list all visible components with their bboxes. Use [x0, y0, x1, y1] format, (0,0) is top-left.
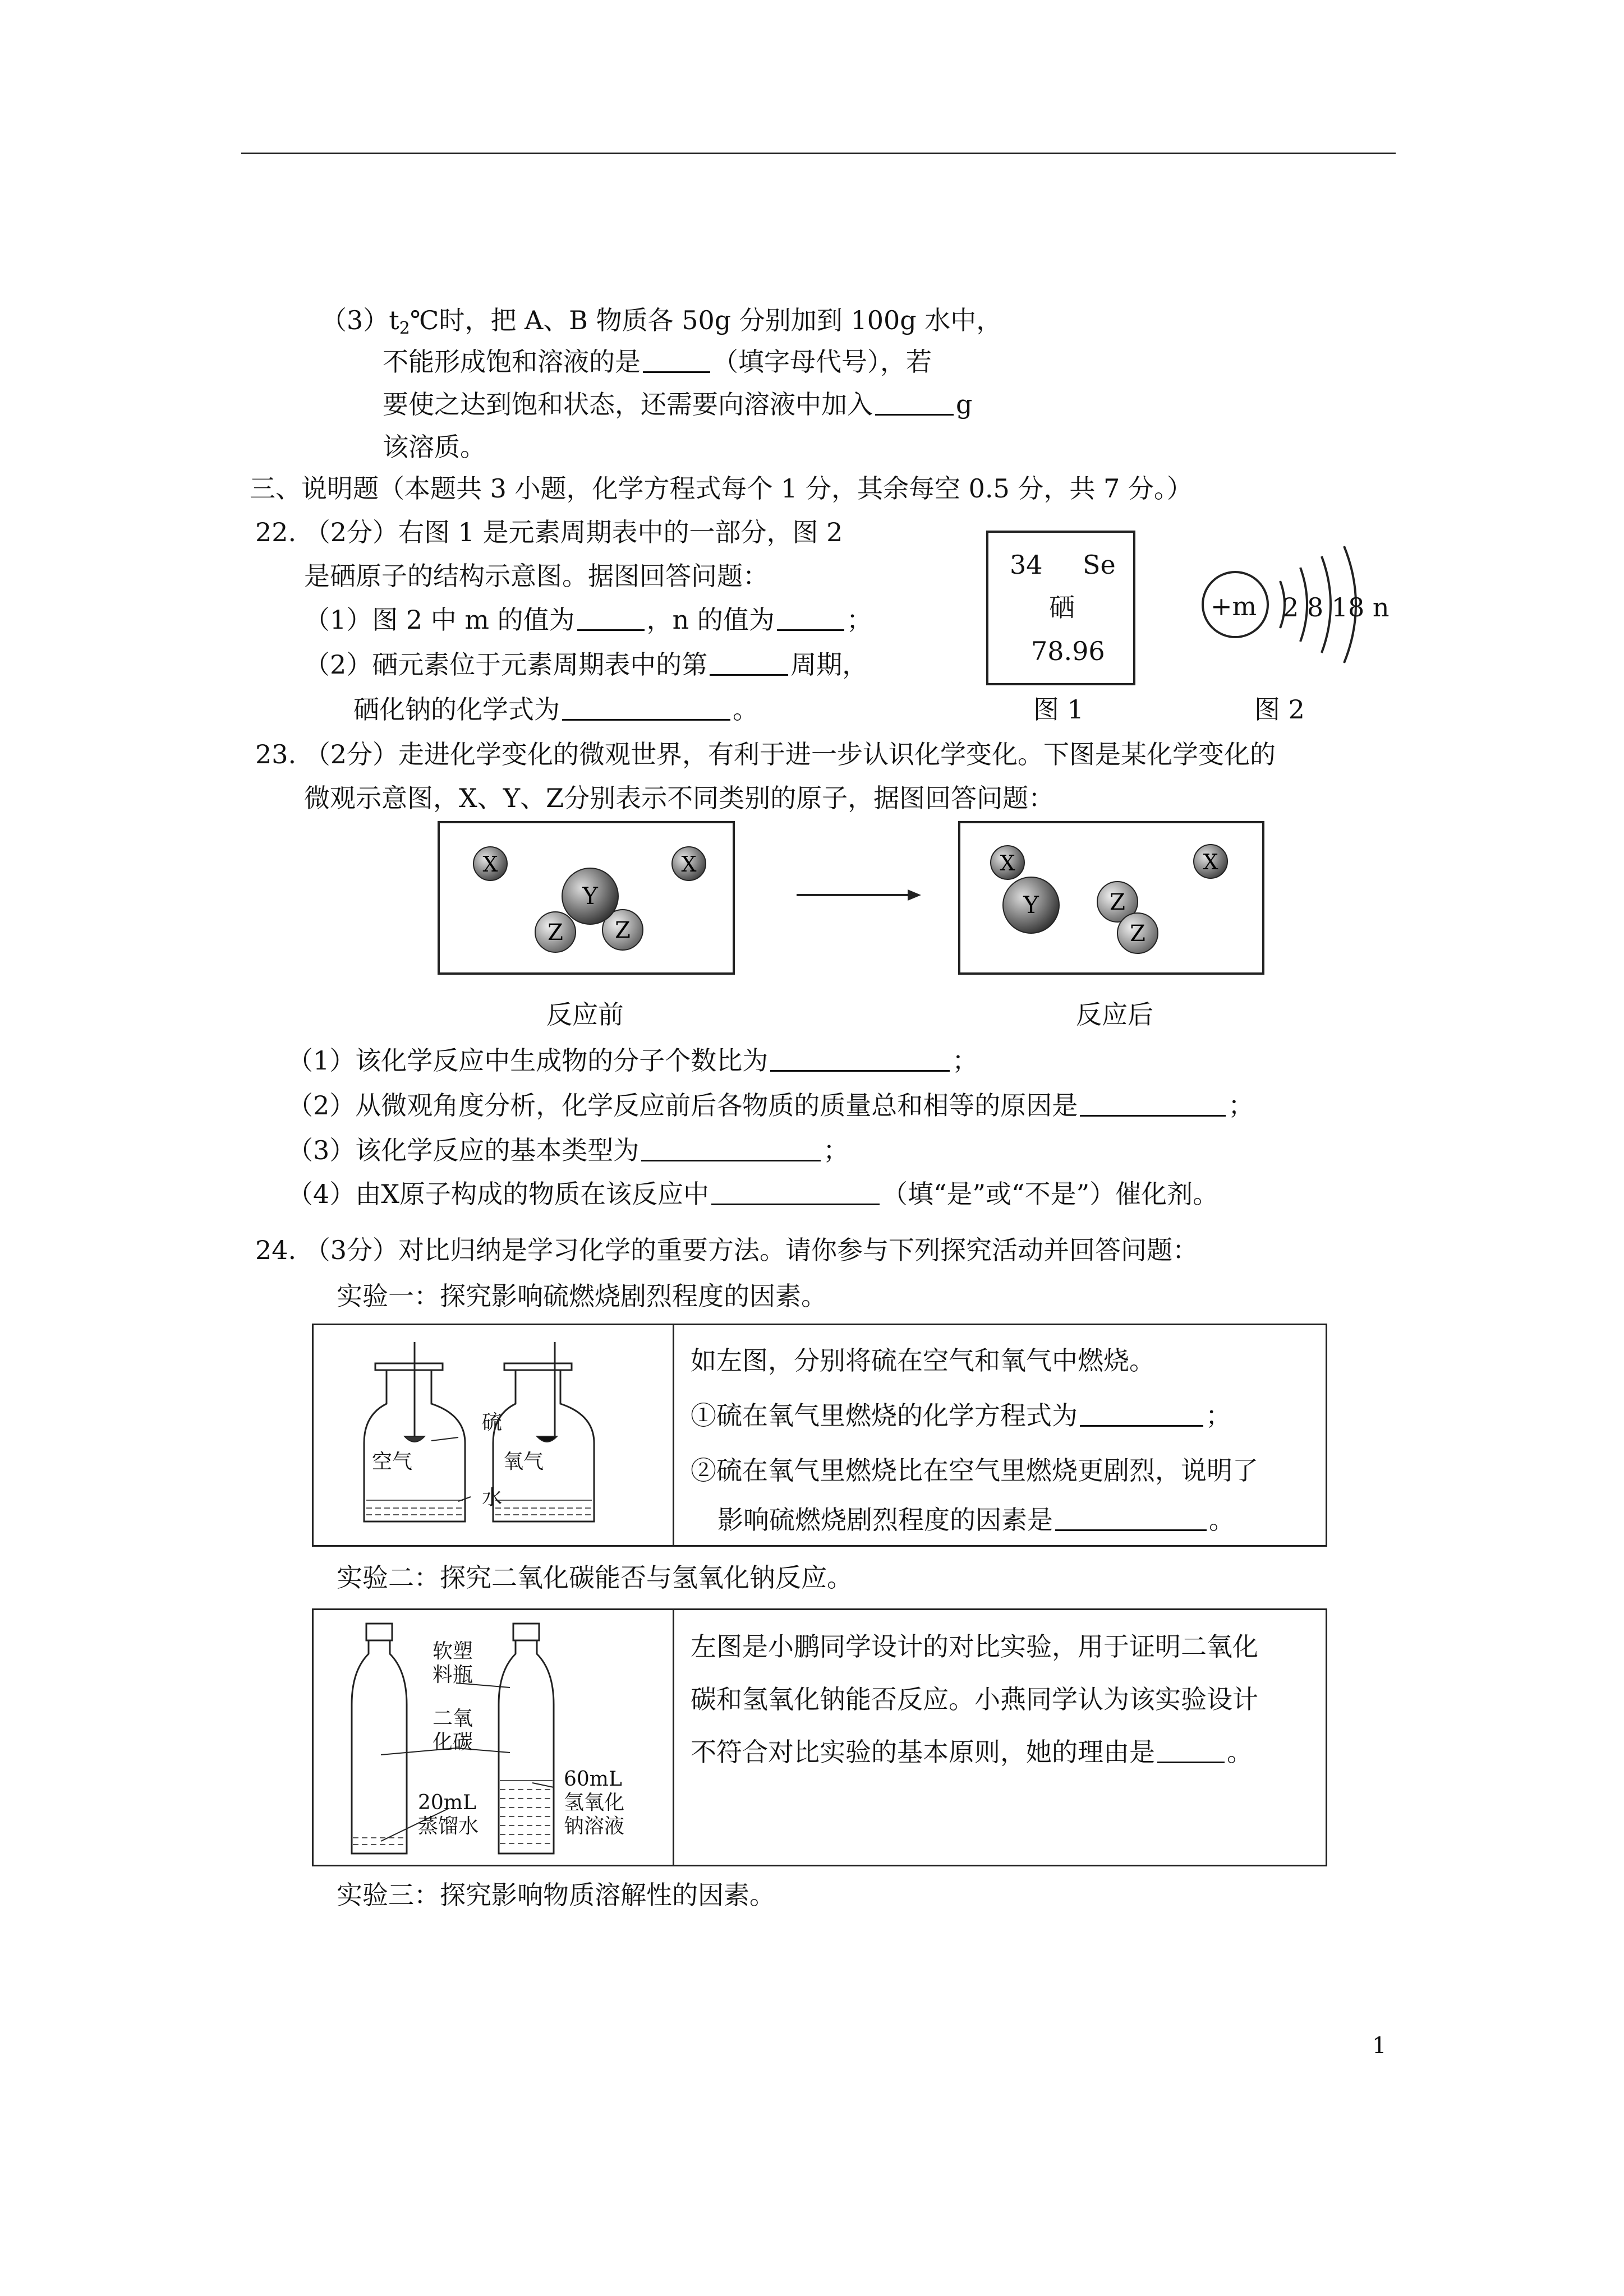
naoh-label-2: 钠溶液: [564, 1815, 625, 1838]
q23-sub3: （3）该化学反应的基本类型为 ；: [287, 1135, 849, 1165]
answer-blank[interactable]: [562, 697, 730, 721]
atom-z-label: Z: [615, 918, 631, 943]
element-symbol: Se: [1083, 550, 1116, 580]
q22-line1: 22. （2分）右图 1 是元素周期表中的一部分，图 2: [255, 517, 843, 547]
air-label: 空气: [372, 1450, 413, 1473]
element-name: 硒: [1049, 592, 1075, 623]
answer-blank[interactable]: [643, 349, 710, 373]
exp1-title: 实验一：探究影响硫燃烧剧烈程度的因素。: [337, 1281, 827, 1311]
naoh-label-1: 氢氧化: [564, 1791, 625, 1814]
q22-line4: （2）硒元素位于元素周期表中的第 周期，: [304, 649, 868, 680]
exp2-table: [312, 1608, 1327, 1866]
answer-blank[interactable]: [641, 1137, 821, 1161]
q21-3-line2: 不能形成饱和溶液的是 （填字母代号），若: [383, 347, 932, 377]
q23-line2: 微观示意图，X、Y、Z分别表示不同类别的原子，据图回答问题：: [304, 783, 1055, 813]
answer-blank[interactable]: [1080, 1092, 1226, 1117]
header-rule: [241, 153, 1396, 154]
naoh-volume-label: 60mL: [564, 1768, 622, 1791]
atom-x-label: X: [1000, 851, 1015, 875]
water-volume-label: 20mL: [418, 1791, 476, 1814]
bottle-label-2: 料瓶: [433, 1663, 473, 1686]
exp1-text3: ②硫在氧气里燃烧比在空气里燃烧更剧烈，说明了: [691, 1455, 1258, 1486]
answer-blank[interactable]: [577, 607, 645, 631]
electron-counts: 2 8 18 n: [1282, 592, 1390, 623]
exp1-text4: 影响硫燃烧剧烈程度的因素是 。: [717, 1505, 1235, 1535]
exp1-table: [312, 1324, 1327, 1547]
q24-line1: 24. （3分）对比归纳是学习化学的重要方法。请你参与下列探究活动并回答问题：: [255, 1235, 1199, 1265]
q23-sub2: （2）从微观角度分析，化学反应前后各物质的质量总和相等的原因是 ；: [287, 1090, 1254, 1121]
exp2-text3: 不符合对比实验的基本原则，她的理由是 。: [691, 1737, 1253, 1767]
fig1-label: 图 1: [1033, 694, 1084, 725]
q21-3-line1: $(3)t_2℃$时，把 A、B 物质各 50g 分别加到 100g 水中，: [321, 305, 1002, 338]
atomic-number: 34: [1010, 550, 1043, 580]
water-label: 水: [482, 1486, 503, 1509]
co2-label-1: 二氧: [433, 1707, 473, 1730]
reaction-arrow-head: [908, 889, 921, 901]
atom-x-label: X: [681, 852, 697, 877]
q23-sub4: （4）由X原子构成的物质在该反应中 （填“是”或“不是”）催化剂。: [287, 1179, 1219, 1209]
table-divider: [673, 1610, 674, 1865]
answer-blank[interactable]: [711, 1181, 880, 1205]
answer-blank[interactable]: [710, 652, 788, 676]
atom-y-label: Y: [1023, 891, 1039, 919]
nucleus-charge: +m: [1211, 591, 1257, 621]
atom-x-label: X: [482, 852, 498, 877]
atom-z-label: Z: [1130, 921, 1145, 947]
co2-label-2: 化碳: [433, 1731, 473, 1754]
atom-y-label: Y: [582, 882, 598, 910]
reaction-micro-diagram: [438, 818, 1268, 980]
exp2-text2: 碳和氢氧化钠能否反应。小燕同学认为该实验设计: [691, 1684, 1258, 1714]
table-divider: [673, 1325, 674, 1545]
answer-blank[interactable]: [875, 391, 954, 416]
element-cell-selenium: [986, 531, 1135, 685]
atom-z-label: Z: [548, 920, 563, 946]
answer-blank[interactable]: [1080, 1403, 1203, 1427]
answer-blank[interactable]: [777, 607, 844, 631]
q22-line3: （1）图 2 中 m 的值为 ，n 的值为 ；: [304, 605, 872, 635]
exp1-text2: ①硫在氧气里燃烧的化学方程式为 ；: [691, 1400, 1231, 1431]
distilled-water-label: 蒸馏水: [418, 1815, 479, 1838]
atomic-mass: 78.96: [1031, 636, 1105, 666]
answer-blank[interactable]: [1055, 1507, 1207, 1531]
exp3-title: 实验三：探究影响物质溶解性的因素。: [337, 1880, 775, 1910]
q23-sub1: （1）该化学反应中生成物的分子个数比为 ；: [287, 1045, 978, 1076]
atom-x-label: X: [1203, 850, 1218, 874]
section-3-heading: 三、说明题（本题共 3 小题，化学方程式每个 1 分，其余每空 0.5 分，共 7 分。）: [250, 473, 1193, 504]
page-number: 1: [1372, 2033, 1387, 2059]
sulfur-label: 硫: [482, 1411, 503, 1434]
exp2-text1: 左图是小鹏同学设计的对比实验，用于证明二氧化: [691, 1631, 1258, 1662]
before-reaction-label: 反应前: [546, 999, 624, 1030]
q22-line5: 硒化钠的化学式为 。: [353, 694, 758, 725]
bottle-label-1: 软塑: [433, 1640, 473, 1663]
answer-blank[interactable]: [1157, 1739, 1225, 1763]
exp1-text1: 如左图，分别将硫在空气和氧气中燃烧。: [691, 1345, 1155, 1376]
fig2-label: 图 2: [1254, 694, 1305, 725]
atom-z-label: Z: [1110, 889, 1125, 915]
q23-line1: 23. （2分）走进化学变化的微观世界，有利于进一步认识化学变化。下图是某化学变化的: [255, 739, 1276, 769]
q21-3-line4: 该溶质。: [383, 432, 486, 462]
q21-3-line3: 要使之达到饱和状态，还需要向溶液中加入 g: [383, 389, 973, 419]
answer-blank[interactable]: [770, 1048, 950, 1072]
q22-line2: 是硒原子的结构示意图。据图回答问题：: [304, 561, 769, 591]
oxygen-label: 氧气: [503, 1450, 544, 1473]
after-reaction-label: 反应后: [1076, 999, 1153, 1030]
exp2-title: 实验二：探究二氧化碳能否与氢氧化钠反应。: [337, 1562, 853, 1593]
